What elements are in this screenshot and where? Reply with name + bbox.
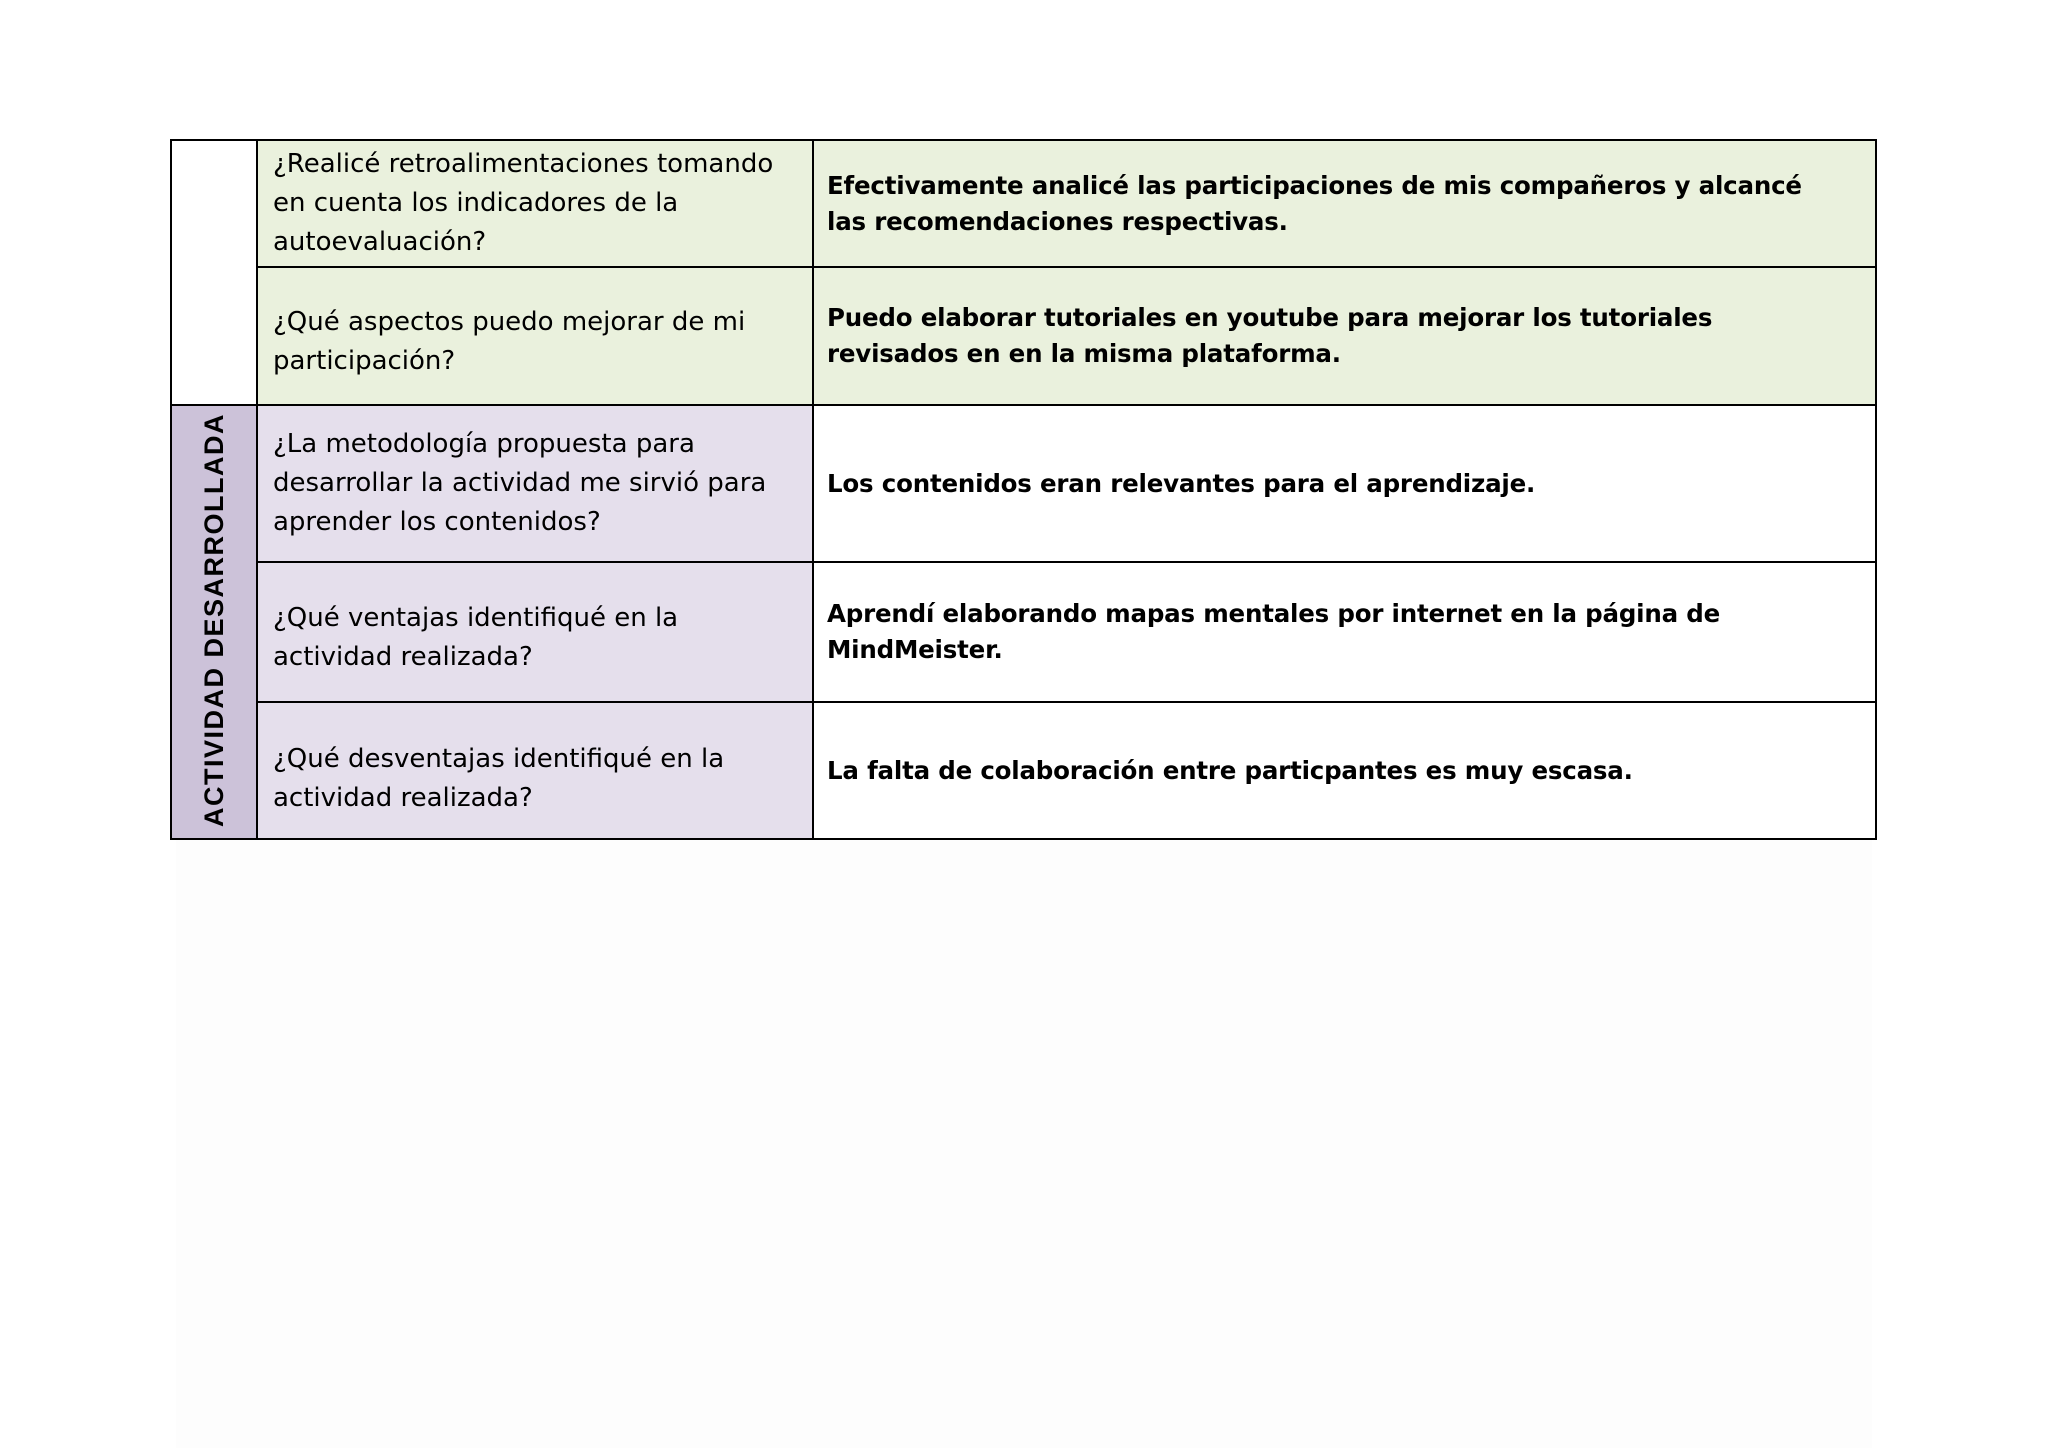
- question-cell: ¿Qué aspectos puedo mejorar de mi participación?: [257, 267, 813, 405]
- answer-cell: Efectivamente analicé las participaciones de mis compañeros y alcancé las recomendaciones respectivas.: [813, 140, 1876, 267]
- answer-cell: Los contenidos eran relevantes para el aprendizaje.: [813, 405, 1876, 562]
- question-cell: ¿Realicé retroalimentaciones tomando en cuenta los indicadores de la autoevaluación?: [257, 140, 813, 267]
- section-label-cell: [171, 405, 257, 839]
- table-row: [171, 267, 1876, 405]
- section-label-cell-empty: [171, 140, 257, 405]
- answer-cell: La falta de colaboración entre particpantes es muy escasa.: [813, 702, 1876, 839]
- table-row: [171, 405, 1876, 562]
- section-label: ACTIVIDAD DESARROLLADA: [198, 412, 229, 827]
- table-row: [171, 702, 1876, 839]
- question-cell: ¿La metodología propuesta para desarrollar la actividad me sirvió para aprender los contenidos?: [257, 405, 813, 562]
- answer-cell: Puedo elaborar tutoriales en youtube para mejorar los tutoriales revisados en en la misma plataforma.: [813, 267, 1876, 405]
- question-cell: ¿Qué ventajas identifiqué en la actividad realizada?: [257, 562, 813, 702]
- evaluation-table: [170, 139, 1877, 840]
- table-row: [171, 140, 1876, 267]
- table-row: [171, 562, 1876, 702]
- page-background-region: [176, 836, 1872, 1448]
- answer-cell: Aprendí elaborando mapas mentales por internet en la página de MindMeister.: [813, 562, 1876, 702]
- question-cell: ¿Qué desventajas identifiqué en la actividad realizada?: [257, 702, 813, 839]
